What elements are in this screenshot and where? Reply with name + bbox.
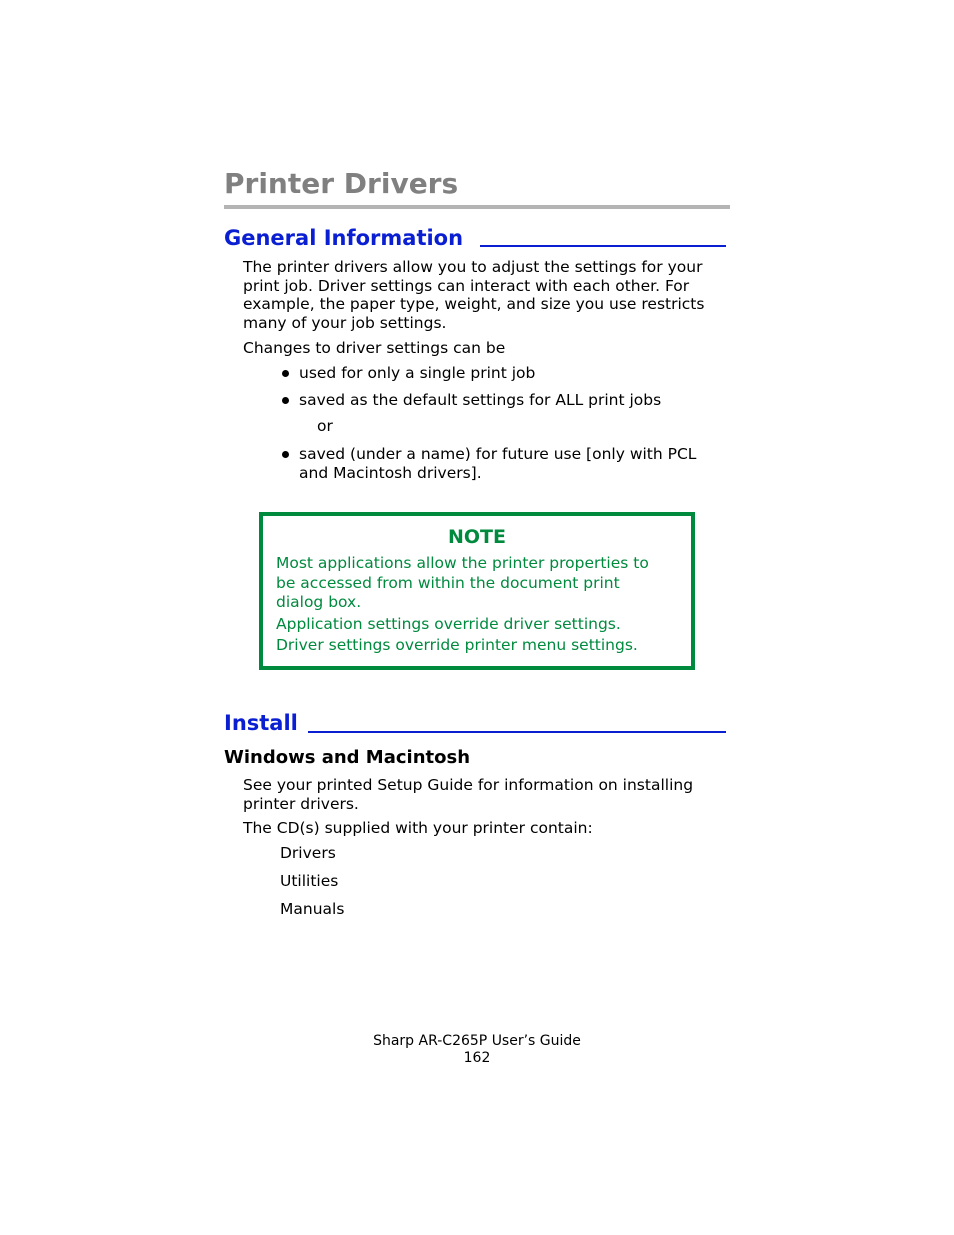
paragraph-line: many of your job settings. (243, 313, 447, 332)
general-information-paragraph (243, 258, 704, 332)
general-information-heading: General Information (224, 226, 464, 250)
paragraph-line: printer drivers. (243, 794, 359, 813)
footer-guide-title: Sharp AR-C265P User’s Guide (373, 1033, 581, 1049)
install-paragraph (243, 776, 693, 813)
paragraph-line: The printer drivers allow you to adjust the settings for your (243, 258, 703, 276)
cd-item: Utilities (280, 872, 339, 890)
paragraph-line: print job. Driver settings can interact with each other. For (243, 276, 690, 295)
note-line: Most applications allow the printer properties to (276, 554, 649, 572)
note-line: dialog box. (276, 593, 362, 611)
note-line: Driver settings override printer menu settings. (276, 636, 638, 654)
install-heading: Install (224, 711, 298, 735)
changes-intro: Changes to driver settings can be (243, 339, 506, 357)
bullet-icon (282, 397, 289, 404)
page-title: Printer Drivers (224, 167, 459, 200)
cd-item: Manuals (280, 900, 345, 918)
bullet-line: saved (under a name) for future use [only with PCL (299, 445, 697, 463)
title-rule (224, 205, 730, 209)
bullet-item: saved as the default settings for ALL print jobs (299, 391, 662, 409)
cd-item: Drivers (280, 844, 336, 862)
paragraph-line: example, the paper type, weight, and size you use restricts (243, 295, 705, 314)
bullet-line: and Macintosh drivers]. (299, 463, 482, 482)
footer-page-number: 162 (463, 1050, 491, 1066)
bullet-icon (282, 451, 289, 458)
bullet-item (299, 445, 696, 482)
windows-macintosh-heading: Windows and Macintosh (224, 747, 471, 768)
bullet-icon (282, 370, 289, 377)
note-body (276, 554, 649, 656)
or-text: or (317, 417, 333, 435)
note-box (259, 512, 695, 670)
general-information-rule (480, 245, 726, 247)
install-rule (308, 731, 726, 733)
note-line: be accessed from within the document print (276, 573, 620, 592)
note-title: NOTE (448, 526, 506, 548)
note-line: Application settings override driver settings. (276, 614, 621, 633)
bullet-item: used for only a single print job (299, 364, 536, 382)
cd-intro: The CD(s) supplied with your printer contain: (243, 819, 593, 837)
paragraph-line: See your printed Setup Guide for information on installing (243, 776, 694, 794)
